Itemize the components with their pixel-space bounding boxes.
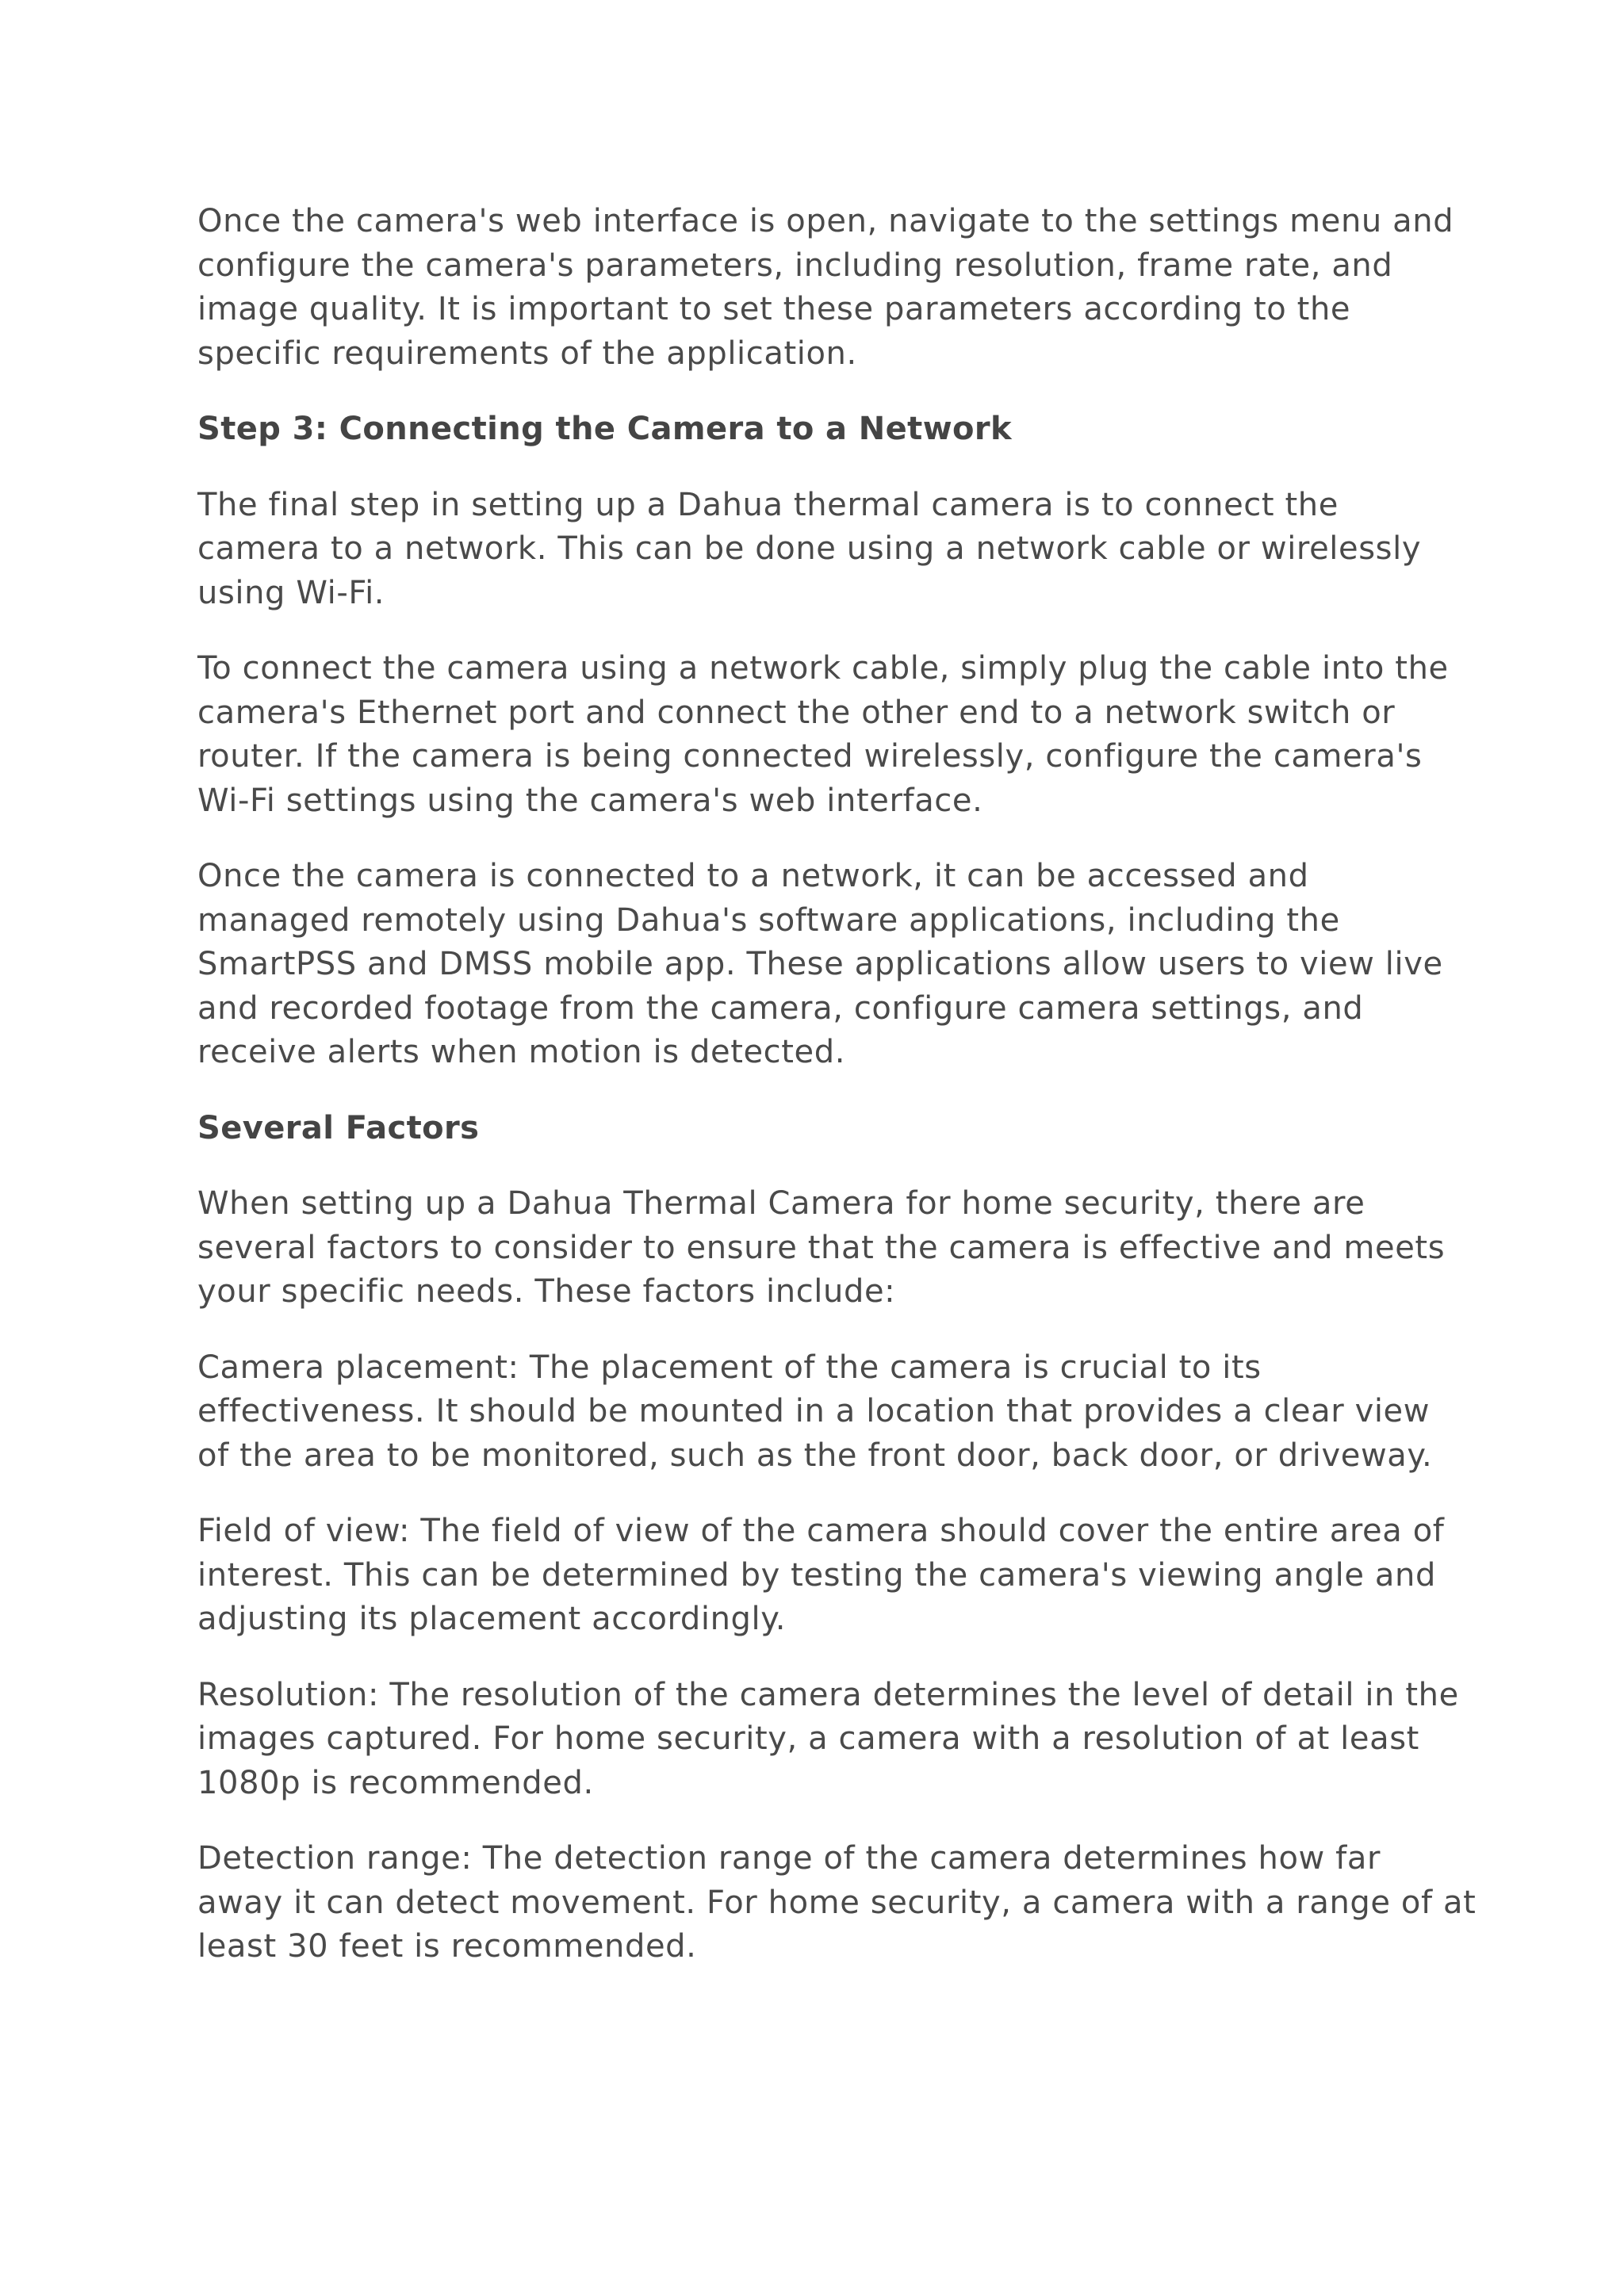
paragraph-line: away it can detect movement. For home security, a camera with a range of at — [197, 1884, 1477, 1921]
paragraph-line: Wi-Fi settings using the camera's web interface. — [197, 782, 983, 819]
paragraph — [197, 1346, 1434, 1479]
paragraph-line: configure the camera's parameters, including resolution, frame rate, and — [197, 247, 1393, 284]
paragraph — [197, 1674, 1459, 1806]
heading-text: Several Factors — [197, 1109, 480, 1146]
paragraph-line: Once the camera's web interface is open, navigate to the settings menu and — [197, 203, 1454, 239]
document-body — [197, 200, 1477, 2001]
paragraph-line: effectiveness. It should be mounted in a location that provides a clear view — [197, 1393, 1431, 1429]
section-heading — [197, 1107, 1434, 1151]
paragraph-line: and recorded footage from the camera, configure camera settings, and — [197, 989, 1364, 1027]
paragraph-line: of the area to be monitored, such as the front door, back door, or driveway. — [197, 1437, 1433, 1474]
paragraph-line: To connect the camera using a network cable, simply plug the cable into the — [197, 650, 1449, 687]
paragraph-line: images captured. For home security, a camera with a resolution of at least — [197, 1720, 1419, 1757]
paragraph-line: specific requirements of the application. — [197, 335, 857, 372]
paragraph-line: managed remotely using Dahua's software applications, including the — [197, 901, 1340, 939]
paragraph-line: Field of view: The field of view of the camera should cover the entire area of — [197, 1513, 1445, 1549]
paragraph-line: receive alerts when motion is detected. — [197, 1034, 846, 1070]
paragraph-line: using Wi-Fi. — [197, 574, 385, 611]
paragraph-line: adjusting its placement accordingly. — [197, 1601, 787, 1637]
paragraph — [197, 200, 1454, 376]
heading-text: Step 3: Connecting the Camera to a Network — [197, 411, 1013, 447]
paragraph-line: interest. This can be determined by testing the camera's viewing angle and — [197, 1556, 1436, 1594]
paragraph-line: camera to a network. This can be done using a network cable or wirelessly — [197, 530, 1422, 567]
paragraph — [197, 647, 1449, 823]
paragraph-line: Once the camera is connected to a network, it can be accessed and — [197, 858, 1309, 894]
paragraph-line: Camera placement: The placement of the camera is crucial to its — [197, 1349, 1262, 1386]
paragraph — [197, 1837, 1477, 1969]
paragraph-line: image quality. It is important to set these parameters according to the — [197, 291, 1351, 327]
paragraph-line: SmartPSS and DMSS mobile app. These applications allow users to view live — [197, 946, 1443, 982]
paragraph-line: least 30 feet is recommended. — [197, 1928, 697, 1965]
paragraph-line: Detection range: The detection range of the camera determines how far — [197, 1840, 1381, 1877]
paragraph — [197, 484, 1434, 616]
paragraph-line: camera's Ethernet port and connect the other end to a network switch or — [197, 694, 1396, 731]
paragraph — [197, 1182, 1446, 1314]
paragraph-line: When setting up a Dahua Thermal Camera for home security, there are — [197, 1185, 1365, 1222]
paragraph — [197, 855, 1443, 1075]
paragraph-line: several factors to consider to ensure that the camera is effective and meets — [197, 1229, 1446, 1266]
section-heading — [197, 408, 1434, 452]
paragraph-line: router. If the camera is being connected wirelessly, configure the camera's — [197, 738, 1423, 775]
paragraph-line: Resolution: The resolution of the camera determines the level of detail in the — [197, 1676, 1459, 1713]
paragraph-line: 1080p is recommended. — [197, 1764, 594, 1801]
paragraph — [197, 1510, 1445, 1642]
paragraph-line: The final step in setting up a Dahua thermal camera is to connect the — [197, 486, 1339, 523]
paragraph-line: your specific needs. These factors include: — [197, 1273, 896, 1310]
